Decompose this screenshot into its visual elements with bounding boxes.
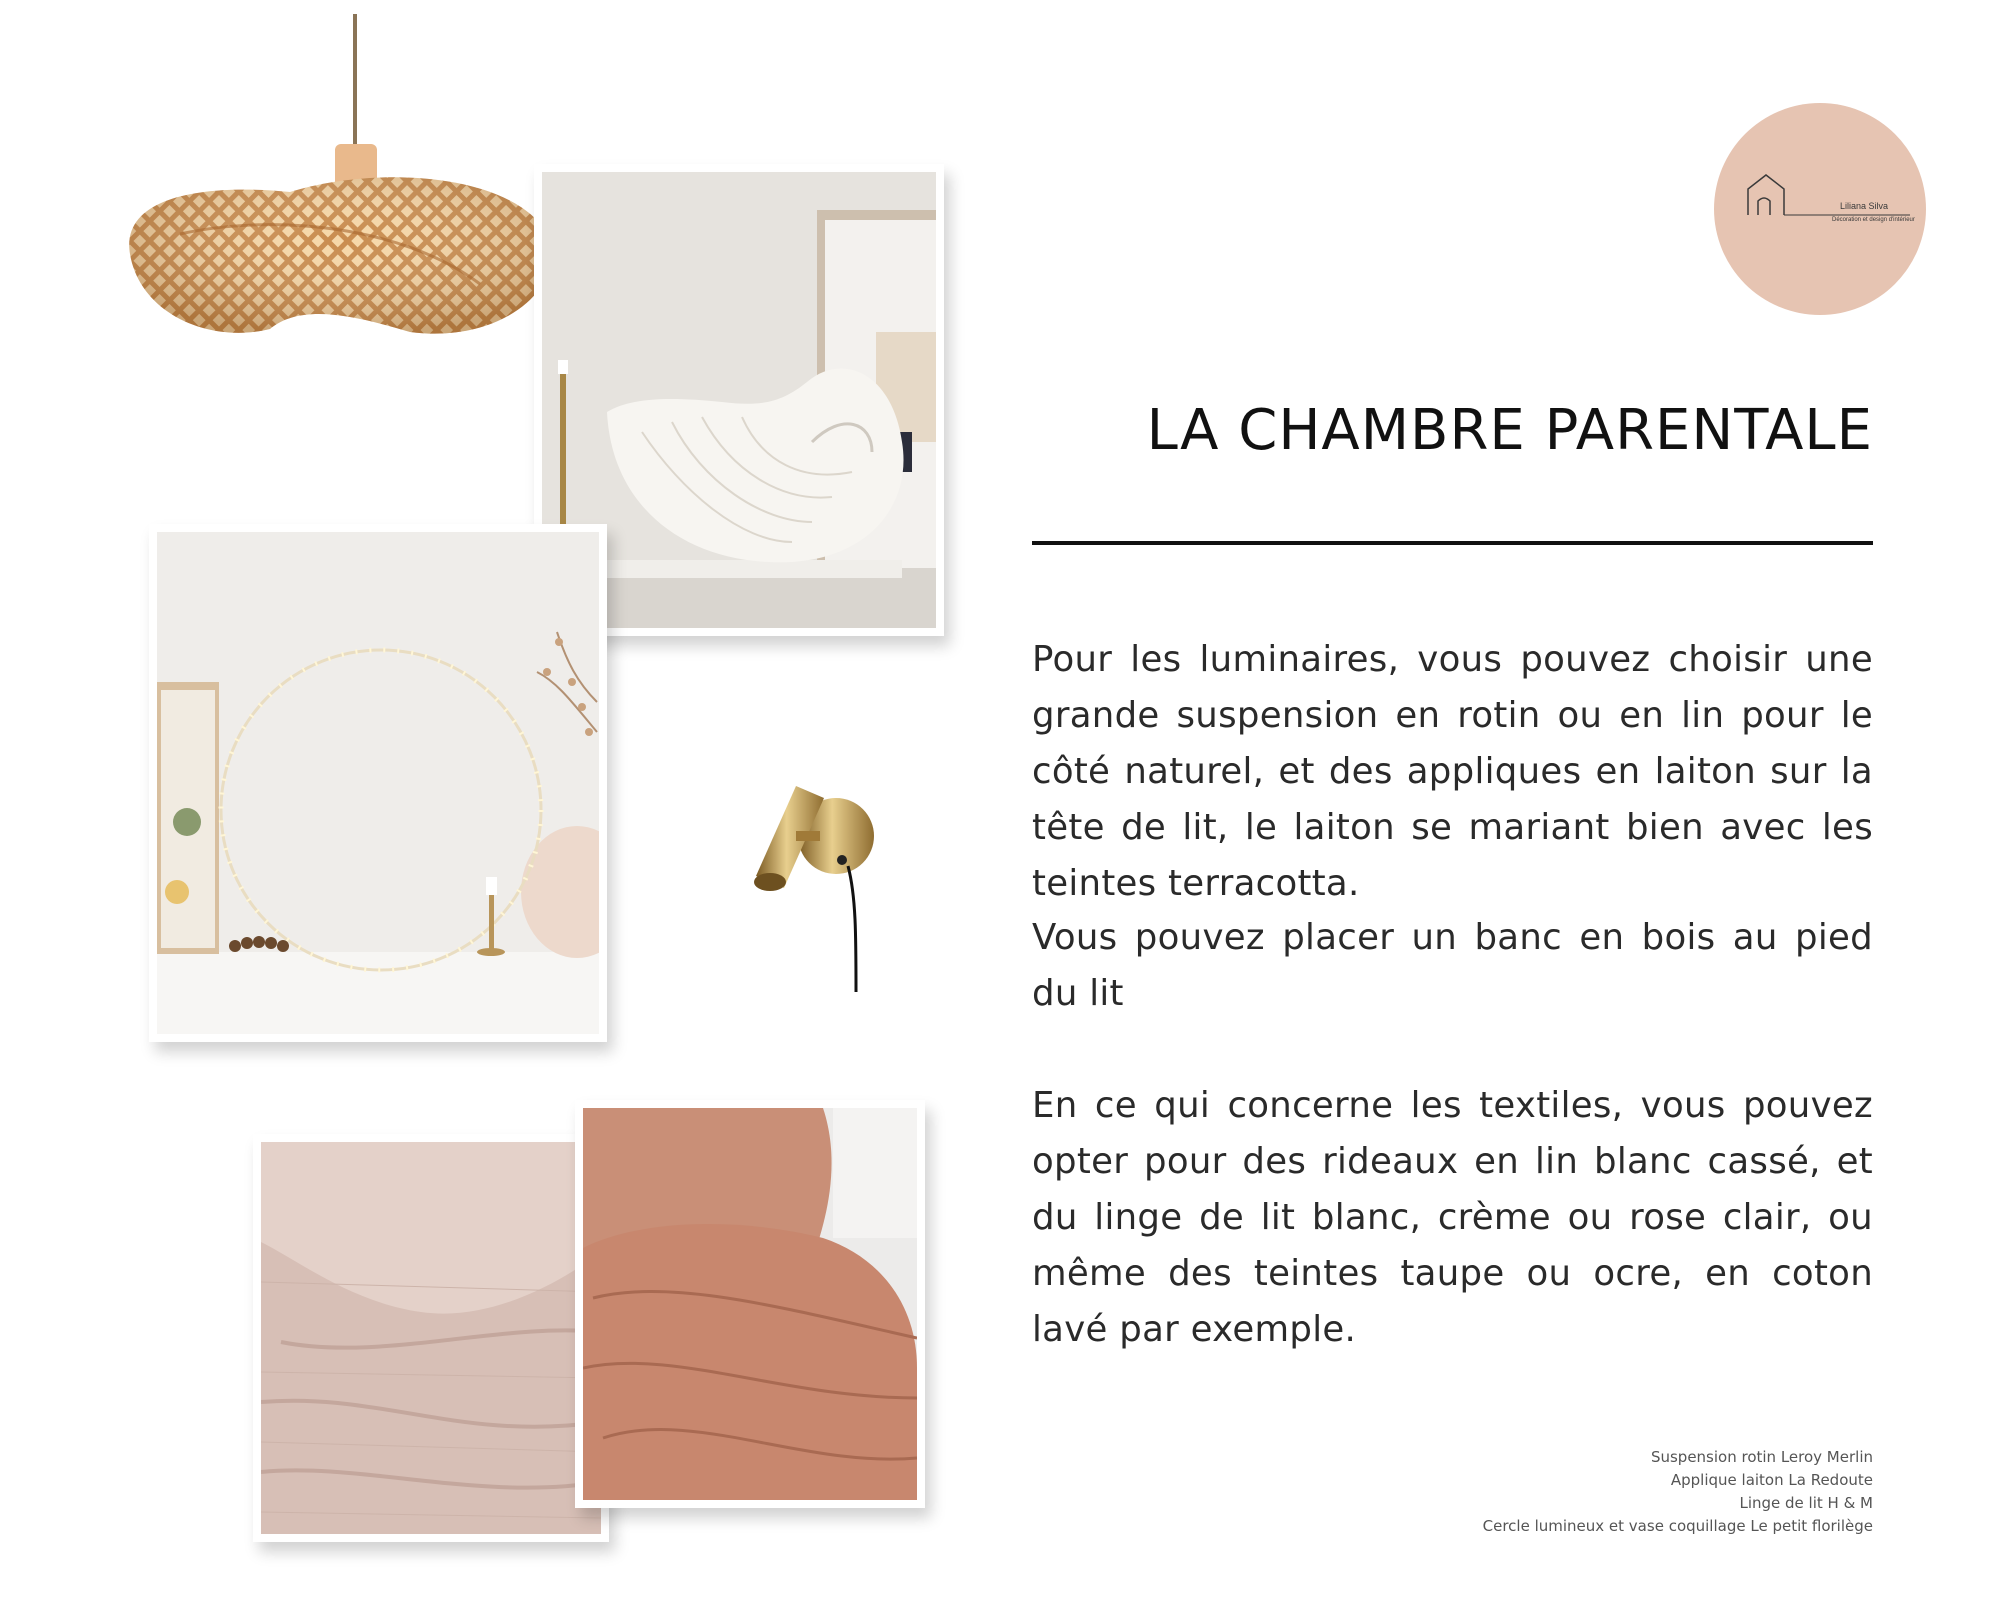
- pink-bedding-image: [253, 1134, 609, 1542]
- product-credits: [1483, 1446, 1873, 1538]
- body-paragraph-lighting: Pour les luminaires, vous pouvez choisir une grande suspension en rotin ou en lin pour le côté naturel, et des appliques en laiton sur la tête de lit, le laiton se mariant bien avec les teintes terracotta.: [1032, 639, 1873, 904]
- logo-tagline: Décoration et design d'intérieur: [1832, 217, 1915, 223]
- terracotta-bedding-image: [575, 1100, 925, 1508]
- logo-name: Liliana Silva: [1840, 201, 1889, 211]
- luminous-circle-image: [149, 524, 607, 1042]
- credit-line: Suspension rotin Leroy Merlin: [1650, 1448, 1873, 1466]
- brand-logo: [1714, 103, 1926, 315]
- page-title: LA CHAMBRE PARENTALE: [1146, 398, 1873, 463]
- rattan-pendant-lamp-image: [120, 14, 570, 354]
- credit-line: Cercle lumineux et vase coquillage Le petit florilège: [1482, 1517, 1873, 1535]
- credit-line: Linge de lit H & M: [1739, 1494, 1873, 1512]
- title-divider: [1032, 541, 1873, 545]
- body-paragraph-bench: Vous pouvez placer un banc en bois au pied du lit: [1032, 917, 1873, 1014]
- credit-line: Applique laiton La Redoute: [1670, 1471, 1873, 1489]
- brass-wall-light-image: [716, 766, 906, 992]
- body-paragraph-textiles: En ce qui concerne les textiles, vous pouvez opter pour des rideaux en lin blanc cassé, et du linge de lit blanc, crème ou rose clair, ou même des teintes taupe ou ocre, en coton lavé par exemple.: [1032, 1085, 1873, 1350]
